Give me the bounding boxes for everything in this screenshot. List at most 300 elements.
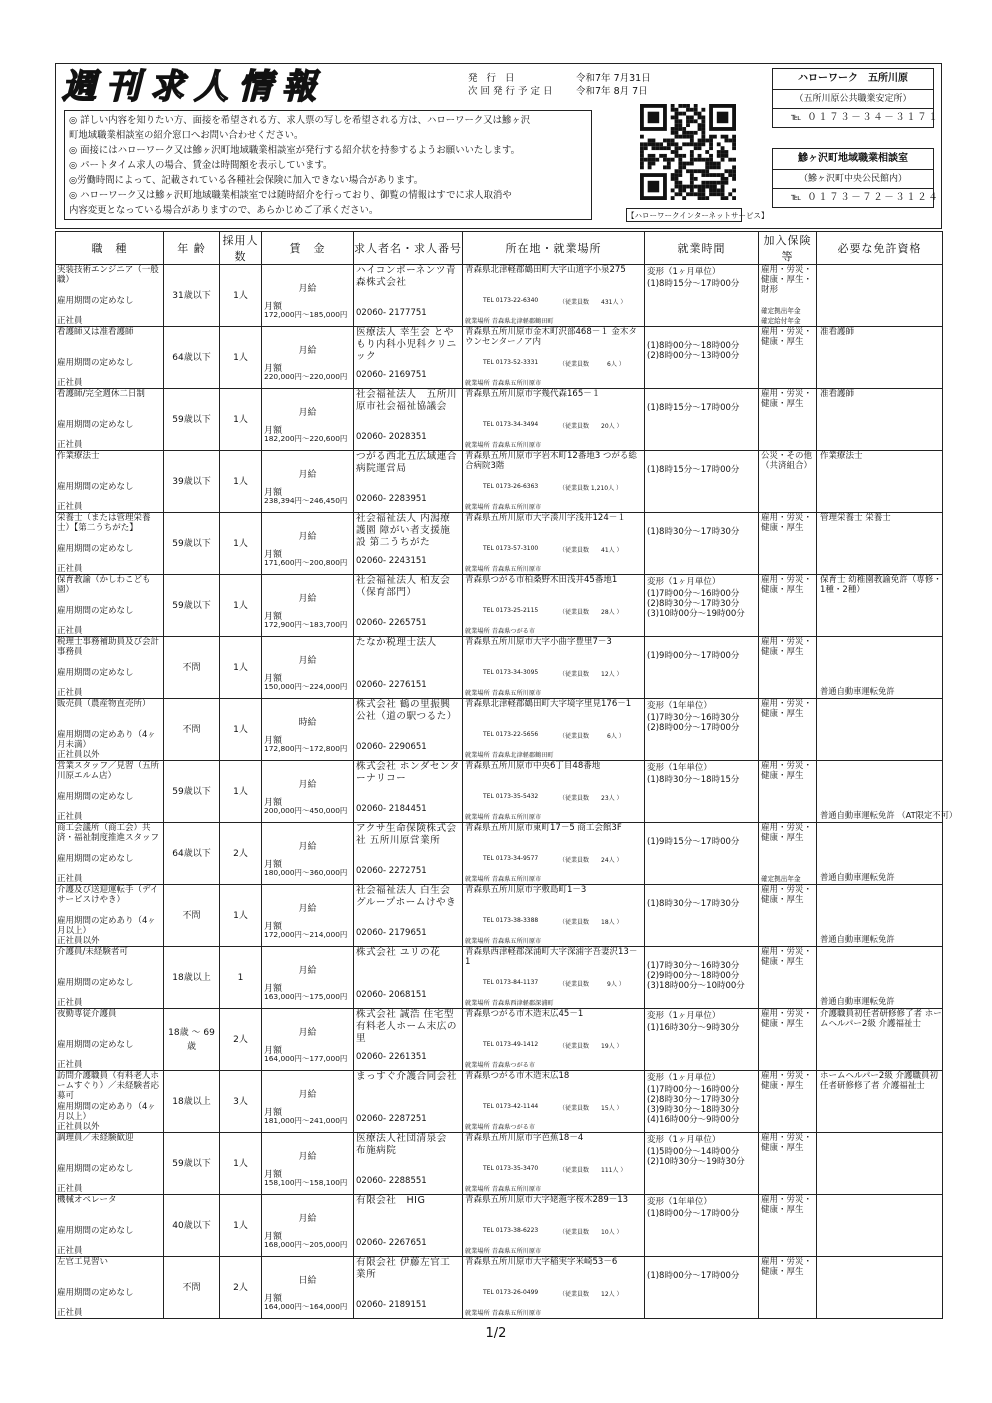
job-row[interactable] xyxy=(56,1257,943,1319)
age-limit: 18歳以上 xyxy=(172,1096,211,1107)
job-title: 税理士事務補助員及び会計事務員 xyxy=(57,637,160,657)
cell-inner xyxy=(759,1257,816,1318)
wage-amount: 164,000円〜177,000円 xyxy=(264,1054,348,1063)
cell-inner xyxy=(262,513,353,574)
wage-type: 月給 xyxy=(298,284,317,294)
hire-count: 1人 xyxy=(233,786,248,797)
employer-name: 社会福祉法人 内潟療護園 障がい者支援施設 第二うちがた xyxy=(356,513,451,548)
insurance: 雇用・労災・健康・厚生 xyxy=(761,885,813,905)
address: 青森県つがる市柏桑野木田浅井45番地1 xyxy=(465,575,618,585)
cell-license xyxy=(817,637,943,699)
cell-insurance xyxy=(759,761,817,823)
job-row[interactable] xyxy=(56,885,943,947)
shift-list xyxy=(647,465,739,475)
cell-inner xyxy=(463,885,644,946)
shift: (1)7時00分〜16時00分 xyxy=(647,589,740,599)
wage-label: 月額 xyxy=(264,798,283,808)
address: 青森県北津軽郡鶴田町大字山道字小泉275 xyxy=(465,265,626,275)
cell-location xyxy=(463,761,645,823)
cell-inner xyxy=(463,823,644,884)
cell-employer xyxy=(354,327,463,389)
cell-inner xyxy=(645,575,758,636)
job-number: 02060- 2267651 xyxy=(356,1238,427,1248)
employment-status: 正社員 xyxy=(57,502,83,512)
address: 青森県五所川原市東町17－5 商工会館3F xyxy=(465,823,622,833)
column-header: 必要な免許資格 xyxy=(817,232,943,265)
cell-wage xyxy=(262,1257,354,1319)
wage-amount: 158,100円〜158,100円 xyxy=(264,1178,348,1187)
cell-count xyxy=(220,1071,262,1133)
workplace: 就業場所 青森県西津軽郡深浦町 xyxy=(465,1000,554,1007)
phone: TEL 0173-22-6340 xyxy=(483,297,539,304)
cell-inner xyxy=(759,265,816,326)
age-limit: 不問 xyxy=(182,910,201,921)
cell-inner xyxy=(817,1195,942,1256)
shift: (1)8時15分〜17時00分 xyxy=(647,465,740,475)
employee-count: （従業員数 10人 ） xyxy=(559,1229,623,1236)
phone: TEL 0173-35-5432 xyxy=(483,793,539,800)
issue-date-label: 発 行 日 xyxy=(468,73,518,84)
cell-age xyxy=(164,947,220,1009)
job-number: 02060- 2169751 xyxy=(356,370,427,380)
cell-insurance xyxy=(759,451,817,513)
cell-hours xyxy=(645,699,759,761)
shift: (3)9時30分〜18時30分 xyxy=(647,1105,740,1115)
job-number: 02060- 2287251 xyxy=(356,1114,427,1124)
cell-inner xyxy=(759,1133,816,1194)
hours-variant: 変形（1年単位） xyxy=(647,701,712,711)
shift-list xyxy=(647,279,739,289)
license-top: 准看護師 xyxy=(820,327,855,337)
cell-age xyxy=(164,637,220,699)
cell-inner xyxy=(262,1195,353,1256)
job-title: 看護師又は准看護師 xyxy=(57,327,134,337)
cell-inner xyxy=(262,637,353,698)
cell-inner xyxy=(354,327,462,388)
cell-inner xyxy=(817,327,942,388)
employee-count: （従業員数 23人 ） xyxy=(559,795,623,802)
cell-wage xyxy=(262,823,354,885)
wage-type: 月給 xyxy=(298,594,317,604)
employment-status: 正社員以外 xyxy=(57,1122,100,1132)
employer-name: 株式会社 鶴の里振興公社（道の駅つるた） xyxy=(356,699,457,722)
job-row[interactable] xyxy=(56,761,943,823)
cell-inner xyxy=(262,823,353,884)
office-subtitle: （鰺ヶ沢町中央公民館内） xyxy=(773,170,933,189)
shift: (1)8時00分〜17時00分 xyxy=(647,1271,740,1281)
cell-inner xyxy=(463,1071,644,1132)
cell-inner xyxy=(645,1071,758,1132)
wage-label: 月額 xyxy=(264,488,283,498)
shift: (1)5時00分〜14時00分 xyxy=(647,1147,740,1157)
workplace: 就業場所 青森県五所川原市 xyxy=(465,442,542,449)
wage-amount: 150,000円〜224,000円 xyxy=(264,682,348,691)
job-row[interactable] xyxy=(56,823,943,885)
shift: (2)10時30分〜19時30分 xyxy=(647,1157,745,1167)
wage-type: 月給 xyxy=(298,842,317,852)
age-limit: 40歳以下 xyxy=(172,1220,211,1231)
cell-insurance xyxy=(759,1133,817,1195)
employment-status: 正社員 xyxy=(57,626,83,636)
cell-inner xyxy=(645,761,758,822)
cell-count xyxy=(220,1195,262,1257)
license-top: 保育士 幼稚園教諭免許（専修・1種・2種） xyxy=(820,575,942,595)
cell-location xyxy=(463,575,645,637)
cell-license xyxy=(817,761,958,823)
employment-term: 雇用期間の定めなし xyxy=(57,1226,134,1236)
cell-inner xyxy=(56,575,163,636)
workplace: 就業場所 青森県五所川原市 xyxy=(465,690,542,697)
office-name: ハローワーク 五所川原 xyxy=(773,69,933,90)
cell-inner xyxy=(463,1195,644,1256)
phone: TEL 0173-26-6363 xyxy=(483,483,539,490)
shift: (4)16時00分〜9時00分 xyxy=(647,1115,740,1125)
employment-status: 正社員 xyxy=(57,998,83,1008)
pension-note: 確定給付年金 xyxy=(761,317,801,325)
job-row[interactable] xyxy=(56,451,943,513)
address: 青森県五所川原市字幾代森165－１ xyxy=(465,389,601,399)
insurance: 雇用・労災・健康・厚生 xyxy=(761,699,813,719)
cell-count xyxy=(220,327,262,389)
insurance: 雇用・労災・健康・厚生 xyxy=(761,947,813,967)
job-row[interactable] xyxy=(56,1071,943,1133)
cell-hours xyxy=(645,1195,759,1257)
job-row[interactable] xyxy=(56,637,943,699)
cell-inner xyxy=(354,761,462,822)
cell-title xyxy=(56,823,164,885)
insurance: 雇用・労災・健康・厚生・財形 xyxy=(761,265,813,295)
cell-hours xyxy=(645,575,759,637)
next-issue-label: 次回発行予定日 xyxy=(468,86,556,97)
cell-location xyxy=(463,1133,645,1195)
address: 青森県五所川原市金木町沢部468－１ 金木タウンセンターノア内 xyxy=(465,327,637,347)
cell-location xyxy=(463,699,645,761)
wage-label: 月額 xyxy=(264,1046,283,1056)
wage-type: 月給 xyxy=(298,904,317,914)
cell-inner xyxy=(56,761,163,822)
cell-count xyxy=(220,575,262,637)
job-number: 02060- 2283951 xyxy=(356,494,427,504)
cell-inner xyxy=(817,575,942,636)
hire-count: 1人 xyxy=(233,910,248,921)
cell-employer xyxy=(354,761,463,823)
office-name: 鰺ヶ沢町地域職業相談室 xyxy=(773,149,933,170)
employee-count: （従業員数 24人 ） xyxy=(559,857,623,864)
wage-type: 日給 xyxy=(298,1276,317,1286)
notice-line: ◎労働時間によって、記載されている各種社会保険に加入できない場合があります。 xyxy=(69,175,424,186)
cell-employer xyxy=(354,389,463,451)
cell-count xyxy=(220,761,262,823)
cell-employer xyxy=(354,1071,463,1133)
cell-inner xyxy=(463,1257,644,1318)
phone: TEL 0173-34-3494 xyxy=(483,421,539,428)
phone: TEL 0173-38-3388 xyxy=(483,917,539,924)
cell-title xyxy=(56,947,164,1009)
cell-age xyxy=(164,1257,220,1319)
cell-inner xyxy=(759,637,816,698)
cell-inner xyxy=(759,823,816,884)
cell-inner xyxy=(817,761,958,822)
employment-term: 雇用期間の定めなし xyxy=(57,482,134,492)
wage-amount: 164,000円〜164,000円 xyxy=(264,1302,348,1311)
office-hellowork xyxy=(772,68,940,128)
cell-inner xyxy=(463,389,644,450)
cell-location xyxy=(463,1009,645,1071)
employee-count: （従業員数 18人 ） xyxy=(559,919,623,926)
shift: (2)8時00分〜13時00分 xyxy=(647,351,740,361)
cell-hours xyxy=(645,1257,759,1319)
license-bottom: 普通自動車運転免許 xyxy=(820,872,895,882)
cell-age xyxy=(164,1195,220,1257)
cell-inner xyxy=(262,451,353,512)
hire-count: 1人 xyxy=(233,476,248,487)
cell-hours xyxy=(645,327,759,389)
shift-list xyxy=(647,713,739,733)
cell-insurance xyxy=(759,265,817,327)
workplace: 就業場所 青森県五所川原市 xyxy=(465,566,542,573)
job-number: 02060- 2028351 xyxy=(356,432,427,442)
license-bottom: 普通自動車運転免許 xyxy=(820,686,895,696)
workplace: 就業場所 青森県五所川原市 xyxy=(465,1248,542,1255)
phone: TEL 0173-57-3100 xyxy=(483,545,539,552)
cell-inner xyxy=(463,1009,644,1070)
cell-count xyxy=(220,699,262,761)
wage-type: 月給 xyxy=(298,346,317,356)
cell-hours xyxy=(645,389,759,451)
cell-location xyxy=(463,885,645,947)
cell-license xyxy=(817,947,943,1009)
employer-name: 有限会社 HIG xyxy=(356,1195,426,1206)
office-ajigasawa xyxy=(772,148,940,208)
employment-status: 正社員 xyxy=(57,378,83,388)
cell-wage xyxy=(262,637,354,699)
hours-variant: 変形（1ヶ月単位） xyxy=(647,267,721,277)
cell-title xyxy=(56,327,164,389)
cell-insurance xyxy=(759,947,817,1009)
wage-type: 時給 xyxy=(298,718,317,728)
cell-hours xyxy=(645,761,759,823)
shift: (3)10時00分〜19時00分 xyxy=(647,609,745,619)
next-issue-date: 令和7年 8月 7日 xyxy=(576,86,648,97)
column-header: 求人者名・求人番号 xyxy=(354,232,463,265)
license-top: 介護職員初任者研修修了者 ホームヘルパー2級 介護福祉士 xyxy=(820,1009,942,1029)
cell-inner xyxy=(262,575,353,636)
cell-inner xyxy=(354,947,462,1008)
cell-license xyxy=(817,327,943,389)
insurance: 雇用・労災・健康・厚生 xyxy=(761,1009,813,1029)
cell-title xyxy=(56,389,164,451)
job-number: 02060- 2272751 xyxy=(356,866,427,876)
notice-line: ◎ ハローワーク又は鰺ヶ沢町地域職業相談室では随時紹介を行っており、御覧の情報はすでに求人取消や xyxy=(69,190,512,201)
shift-list xyxy=(647,1209,739,1219)
hire-count: 1 xyxy=(237,972,244,983)
shift-list xyxy=(647,651,739,661)
cell-inner xyxy=(817,885,942,946)
cell-insurance xyxy=(759,823,817,885)
job-row[interactable] xyxy=(56,1133,943,1195)
job-row[interactable] xyxy=(56,1009,943,1071)
cell-count xyxy=(220,637,262,699)
phone: TEL 0173-35-3470 xyxy=(483,1165,539,1172)
job-listings-table xyxy=(55,231,958,1319)
workplace: 就業場所 青森県五所川原市 xyxy=(465,938,542,945)
employee-count: （従業員数 12人 ） xyxy=(559,671,623,678)
issue-date: 令和7年 7月31日 xyxy=(576,73,651,84)
shift-list xyxy=(647,403,739,413)
cell-count xyxy=(220,947,262,1009)
wage-amount: 200,000円〜450,000円 xyxy=(264,806,348,815)
cell-inner xyxy=(463,327,644,388)
cell-hours xyxy=(645,947,759,1009)
qr-code[interactable] xyxy=(640,104,736,200)
cell-inner xyxy=(645,823,758,884)
cell-inner xyxy=(817,1009,942,1070)
job-row[interactable] xyxy=(56,699,943,761)
employment-status: 正社員 xyxy=(57,1184,83,1194)
address: 青森県つがる市木造末広45－1 xyxy=(465,1009,584,1019)
cell-inner xyxy=(56,265,163,326)
hire-count: 1人 xyxy=(233,1158,248,1169)
job-number: 02060- 2290651 xyxy=(356,742,427,752)
cell-inner xyxy=(817,823,942,884)
notice-line: ◎ 面接にはハローワーク又は鰺ヶ沢町地域職業相談室が発行する紹介状を持参するようお願いいたします。 xyxy=(69,145,521,156)
cell-inner xyxy=(645,389,758,450)
shift-list xyxy=(647,837,739,847)
wage-label: 月額 xyxy=(264,550,283,560)
shift: (2)9時00分〜18時00分 xyxy=(647,971,740,981)
shift: (1)7時30分〜16時30分 xyxy=(647,961,740,971)
insurance: 雇用・労災・健康・厚生 xyxy=(761,761,813,781)
job-row[interactable] xyxy=(56,327,943,389)
hours-variant: 変形（1ヶ月単位） xyxy=(647,1011,721,1021)
wage-amount: 163,000円〜175,000円 xyxy=(264,992,348,1001)
shift: (1)8時30分〜18時15分 xyxy=(647,775,740,785)
workplace: 就業場所 青森県つがる市 xyxy=(465,1124,536,1131)
insurance: 雇用・労災・健康・厚生 xyxy=(761,513,813,533)
cell-employer xyxy=(354,1257,463,1319)
job-title: 商工会議所（商工会）共済・福祉制度推進スタッフ xyxy=(57,823,160,843)
wage-type: 月給 xyxy=(298,1090,317,1100)
employer-name: 社会福祉法人 五所川原市社会福祉協議会 xyxy=(356,389,457,412)
wage-type: 月給 xyxy=(298,1214,317,1224)
office-subtitle: （五所川原公共職業安定所） xyxy=(773,90,933,109)
hire-count: 2人 xyxy=(233,1282,248,1293)
age-limit: 59歳以下 xyxy=(172,538,211,549)
column-header: 所在地・就業場所 xyxy=(463,232,645,265)
insurance: 雇用・労災・健康・厚生 xyxy=(761,389,813,409)
age-limit: 不問 xyxy=(182,724,201,735)
cell-title xyxy=(56,699,164,761)
cell-insurance xyxy=(759,513,817,575)
license-top: 作業療法士 xyxy=(820,451,863,461)
cell-hours xyxy=(645,637,759,699)
shift: (1)16時30分〜9時30分 xyxy=(647,1023,740,1033)
wage-amount: 172,000円〜185,000円 xyxy=(264,310,348,319)
job-row[interactable] xyxy=(56,575,943,637)
cell-inner xyxy=(262,327,353,388)
cell-inner xyxy=(645,327,758,388)
wage-label: 月額 xyxy=(264,736,283,746)
cell-license xyxy=(817,575,943,637)
cell-age xyxy=(164,761,220,823)
cell-license xyxy=(817,389,943,451)
cell-inner xyxy=(56,327,163,388)
cell-location xyxy=(463,451,645,513)
cell-title xyxy=(56,513,164,575)
employment-status: 正社員 xyxy=(57,316,83,326)
job-title: 調理員／未経験歓迎 xyxy=(57,1133,134,1143)
insurance: 雇用・労災・健康・厚生 xyxy=(761,1195,813,1215)
cell-inner xyxy=(354,1195,462,1256)
cell-inner xyxy=(262,885,353,946)
hours-variant: 変形（1ヶ月単位） xyxy=(647,577,721,587)
cell-inner xyxy=(262,699,353,760)
employee-count: （従業員数 1,210人 ） xyxy=(559,485,622,492)
cell-wage xyxy=(262,1195,354,1257)
cell-wage xyxy=(262,1071,354,1133)
wage-amount: 172,900円〜183,700円 xyxy=(264,620,348,629)
cell-location xyxy=(463,389,645,451)
employment-status: 正社員 xyxy=(57,1246,83,1256)
shift: (1)8時30分〜17時30分 xyxy=(647,527,740,537)
shift-list xyxy=(647,589,745,619)
employment-status: 正社員 xyxy=(57,564,83,574)
job-row[interactable] xyxy=(56,513,943,575)
job-row[interactable] xyxy=(56,1195,943,1257)
cell-employer xyxy=(354,947,463,1009)
shift: (3)18時00分〜10時00分 xyxy=(647,981,745,991)
age-limit: 59歳以下 xyxy=(172,414,211,425)
wage-type: 月給 xyxy=(298,1028,317,1038)
cell-inner xyxy=(354,699,462,760)
cell-inner xyxy=(645,265,758,326)
age-limit: 59歳以下 xyxy=(172,786,211,797)
cell-count xyxy=(220,513,262,575)
job-row[interactable] xyxy=(56,389,943,451)
hire-count: 3人 xyxy=(233,1096,248,1107)
employment-status: 正社員 xyxy=(57,1060,83,1070)
employment-term: 雇用期間の定めなし xyxy=(57,1040,134,1050)
cell-location xyxy=(463,513,645,575)
wage-label: 月額 xyxy=(264,860,283,870)
job-number: 02060- 2288551 xyxy=(356,1176,427,1186)
job-row[interactable] xyxy=(56,265,943,327)
employment-term: 雇用期間の定めなし xyxy=(57,296,134,306)
cell-employer xyxy=(354,1009,463,1071)
cell-age xyxy=(164,1071,220,1133)
license-bottom: 普通自動車運転免許 xyxy=(820,996,895,1006)
pension-notes xyxy=(761,874,801,884)
cell-location xyxy=(463,947,645,1009)
age-limit: 59歳以下 xyxy=(172,1158,211,1169)
cell-inner xyxy=(262,947,353,1008)
cell-insurance xyxy=(759,699,817,761)
cell-inner xyxy=(262,761,353,822)
cell-inner xyxy=(817,1071,942,1132)
job-row[interactable] xyxy=(56,947,943,1009)
cell-inner xyxy=(354,389,462,450)
cell-age xyxy=(164,513,220,575)
cell-inner xyxy=(759,327,816,388)
cell-inner xyxy=(817,1133,942,1194)
address: 青森県五所川原市字敷島町1－3 xyxy=(465,885,587,895)
employer-name: 医療法人社団清泉会 布施病院 xyxy=(356,1133,447,1156)
notice-line: 内容変更となっている場合がありますので、あらかじめご了承ください。 xyxy=(69,205,379,216)
wage-label: 月額 xyxy=(264,984,283,994)
cell-inner xyxy=(56,1133,163,1194)
cell-license xyxy=(817,265,943,327)
cell-inner xyxy=(56,1009,163,1070)
